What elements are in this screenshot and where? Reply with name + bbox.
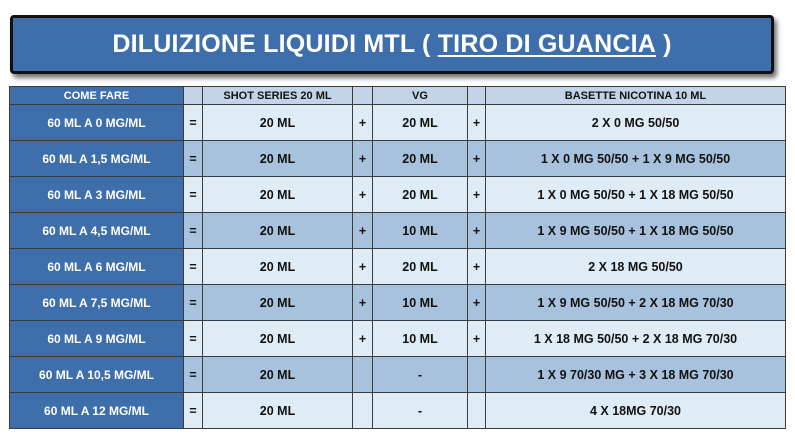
equals-sign: = xyxy=(184,321,203,357)
shot-cell: 20 ML xyxy=(203,393,353,429)
equals-sign: = xyxy=(184,393,203,429)
header-plus-2 xyxy=(468,87,486,105)
plus-sign xyxy=(468,393,486,429)
page-title xyxy=(10,15,774,74)
plus-sign: + xyxy=(468,249,486,285)
equals-sign: = xyxy=(184,249,203,285)
plus-sign: + xyxy=(468,285,486,321)
table-row xyxy=(10,249,786,285)
table-row xyxy=(10,285,786,321)
basette-cell: 2 X 0 MG 50/50 xyxy=(486,105,786,141)
header-plus-1 xyxy=(353,87,373,105)
shot-cell: 20 ML xyxy=(203,177,353,213)
plus-sign: + xyxy=(353,249,373,285)
vg-cell: 20 ML xyxy=(373,105,468,141)
table-header-row xyxy=(10,87,786,105)
basette-cell: 4 X 18MG 70/30 xyxy=(486,393,786,429)
basette-cell: 2 X 18 MG 50/50 xyxy=(486,249,786,285)
shot-cell: 20 ML xyxy=(203,105,353,141)
plus-sign: + xyxy=(353,105,373,141)
plus-sign: + xyxy=(468,213,486,249)
table-row xyxy=(10,141,786,177)
shot-cell: 20 ML xyxy=(203,285,353,321)
equals-sign: = xyxy=(184,213,203,249)
table-row xyxy=(10,105,786,141)
basette-cell: 1 X 0 MG 50/50 + 1 X 18 MG 50/50 xyxy=(486,177,786,213)
plus-sign: + xyxy=(468,105,486,141)
plus-sign: + xyxy=(353,177,373,213)
header-vg: VG xyxy=(373,87,468,105)
equals-sign: = xyxy=(184,177,203,213)
header-come-fare: COME FARE xyxy=(10,87,184,105)
plus-sign: + xyxy=(468,177,486,213)
shot-cell: 20 ML xyxy=(203,141,353,177)
shot-cell: 20 ML xyxy=(203,213,353,249)
row-label: 60 ML A 4,5 MG/ML xyxy=(10,213,184,249)
row-label: 60 ML A 9 MG/ML xyxy=(10,321,184,357)
title-suffix: ) xyxy=(655,30,672,58)
shot-cell: 20 ML xyxy=(203,321,353,357)
basette-cell: 1 X 9 70/30 MG + 3 X 18 MG 70/30 xyxy=(486,357,786,393)
plus-sign xyxy=(353,393,373,429)
table-row xyxy=(10,321,786,357)
vg-cell: - xyxy=(373,357,468,393)
row-label: 60 ML A 3 MG/ML xyxy=(10,177,184,213)
shot-cell: 20 ML xyxy=(203,249,353,285)
vg-cell: 20 ML xyxy=(373,177,468,213)
row-label: 60 ML A 6 MG/ML xyxy=(10,249,184,285)
title-prefix: DILUIZIONE LIQUIDI MTL ( xyxy=(112,30,438,58)
row-label: 60 ML A 7,5 MG/ML xyxy=(10,285,184,321)
dilution-table xyxy=(9,86,786,429)
row-label: 60 ML A 12 MG/ML xyxy=(10,393,184,429)
plus-sign: + xyxy=(468,321,486,357)
row-label: 60 ML A 0 MG/ML xyxy=(10,105,184,141)
row-label: 60 ML A 1,5 MG/ML xyxy=(10,141,184,177)
table-row xyxy=(10,213,786,249)
plus-sign: + xyxy=(468,141,486,177)
basette-cell: 1 X 9 MG 50/50 + 1 X 18 MG 50/50 xyxy=(486,213,786,249)
title-underlined: TIRO DI GUANCIA xyxy=(437,30,656,58)
plus-sign xyxy=(353,357,373,393)
vg-cell: - xyxy=(373,393,468,429)
table-row xyxy=(10,177,786,213)
vg-cell: 20 ML xyxy=(373,249,468,285)
plus-sign: + xyxy=(353,141,373,177)
basette-cell: 1 X 0 MG 50/50 + 1 X 9 MG 50/50 xyxy=(486,141,786,177)
vg-cell: 10 ML xyxy=(373,285,468,321)
header-shot: SHOT SERIES 20 ML xyxy=(203,87,353,105)
plus-sign xyxy=(468,357,486,393)
table-row xyxy=(10,357,786,393)
equals-sign: = xyxy=(184,285,203,321)
basette-cell: 1 X 9 MG 50/50 + 2 X 18 MG 70/30 xyxy=(486,285,786,321)
vg-cell: 20 ML xyxy=(373,141,468,177)
plus-sign: + xyxy=(353,285,373,321)
plus-sign: + xyxy=(353,321,373,357)
vg-cell: 10 ML xyxy=(373,213,468,249)
header-eq xyxy=(184,87,203,105)
equals-sign: = xyxy=(184,105,203,141)
vg-cell: 10 ML xyxy=(373,321,468,357)
table-row xyxy=(10,393,786,429)
equals-sign: = xyxy=(184,141,203,177)
basette-cell: 1 X 18 MG 50/50 + 2 X 18 MG 70/30 xyxy=(486,321,786,357)
row-label: 60 ML A 10,5 MG/ML xyxy=(10,357,184,393)
equals-sign: = xyxy=(184,357,203,393)
shot-cell: 20 ML xyxy=(203,357,353,393)
plus-sign: + xyxy=(353,213,373,249)
header-basette: BASETTE NICOTINA 10 ML xyxy=(486,87,786,105)
